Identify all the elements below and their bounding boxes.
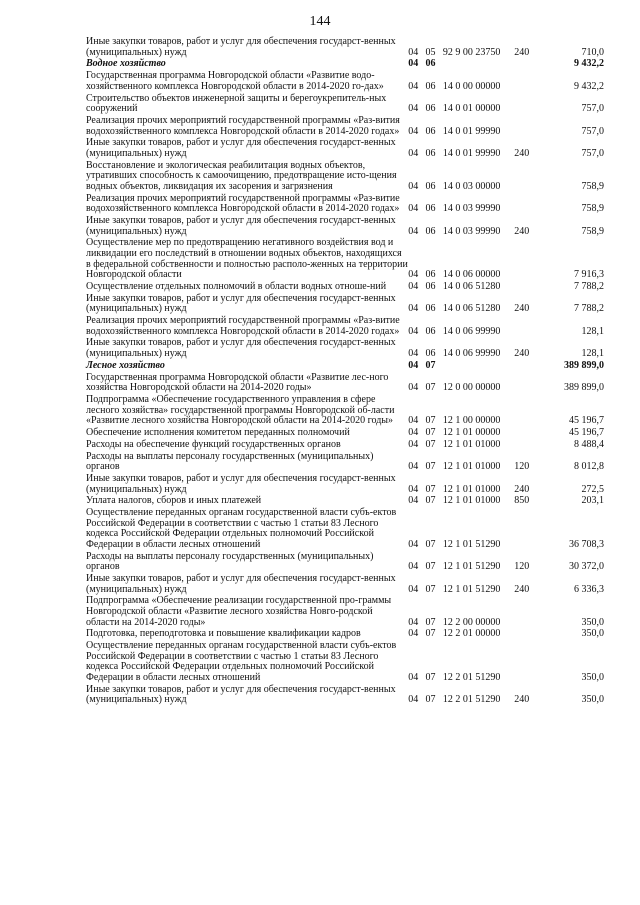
row-subsection-code: 07: [425, 671, 436, 683]
row-target-article: 12 1 01 01000: [442, 495, 501, 507]
row-name: Реализация прочих мероприятий государственной программы «Раз-витие водохозяйственного комплекса Новгородской области в 2014-2020 годах»: [86, 315, 400, 337]
row-target-article: 12 1 01 51290: [442, 561, 501, 573]
row-section-code: 04: [408, 382, 419, 394]
row-subsection-code: 06: [425, 125, 436, 137]
row-section-code: 04: [408, 348, 419, 360]
row-section-code: 04: [408, 125, 419, 137]
row-amount: 8 488,4: [574, 438, 604, 450]
row-expense-type: 120: [514, 561, 530, 573]
row-section-code: 04: [408, 280, 419, 292]
row-subsection-code: 07: [425, 438, 436, 450]
row-section-code: 04: [408, 461, 419, 473]
row-subsection-code: 07: [425, 694, 436, 706]
row-expense-type: 240: [514, 46, 530, 58]
table-row: [86, 238, 604, 282]
row-target-article: 92 9 00 23750: [442, 46, 501, 58]
row-section-code: 04: [408, 303, 419, 315]
row-amount: 128,1: [581, 348, 604, 360]
table-row: [86, 452, 604, 474]
row-name: Иные закупки товаров, работ и услуг для обеспечения государст-венных (муниципальных) нужд: [86, 292, 396, 315]
table-row: [86, 474, 604, 496]
row-expense-type: [514, 194, 541, 216]
row-expense-type: [514, 316, 541, 338]
row-amount: 8 012,8: [574, 461, 604, 473]
row-name: Подготовка, переподготовка и повышение квалификации кадров: [86, 628, 361, 640]
row-name: Водное хозяйство: [86, 58, 166, 70]
row-name: Строительство объектов инженерной защиты и берегоукрепитель-ных сооружений: [86, 92, 387, 115]
row-section-code: 04: [408, 483, 419, 495]
row-section-code: 04: [408, 46, 419, 58]
row-section-code: 04: [408, 103, 419, 115]
row-name: Иные закупки товаров, работ и услуг для обеспечения государст-венных (муниципальных) нужд: [86, 137, 396, 159]
row-target-article: 14 0 06 51280: [442, 303, 501, 315]
row-name: Восстановление и экологическая реабилитация водных объектов, утративших способность к самоочищению, предотвращение исто-щения водных объектов, ликвидация их засорения и загрязнения: [86, 159, 397, 192]
row-name: Расходы на обеспечение функций государственных органов: [86, 438, 341, 450]
row-target-article: 12 1 01 01000: [442, 461, 501, 473]
row-section-code: 04: [408, 694, 419, 706]
row-target-article: 12 1 01 51290: [442, 538, 501, 550]
row-name: Иные закупки товаров, работ и услуг для обеспечения государст-венных (муниципальных) нужд: [86, 472, 396, 495]
table-row: [86, 338, 604, 360]
row-expense-type: [514, 395, 541, 428]
row-name: Государственная программа Новгородской области «Развитие водо-хозяйственного комплекса Новгородской области в 2014-2020 го-дах»: [86, 70, 384, 92]
row-subsection-code: 06: [425, 348, 436, 360]
row-amount: 9 432,2: [574, 80, 604, 92]
row-amount: 45 196,7: [569, 426, 604, 438]
row-section-code: 04: [408, 426, 419, 438]
row-target-article: 14 0 06 00000: [442, 269, 501, 281]
row-amount: 36 708,3: [569, 538, 604, 550]
row-subsection-code: 07: [425, 382, 436, 394]
row-subsection-code: 07: [425, 483, 436, 495]
row-section-code: 04: [408, 80, 419, 92]
table-row: [86, 94, 604, 116]
row-expense-type: 240: [514, 694, 530, 706]
row-expense-type: [514, 94, 541, 116]
row-name: Уплата налогов, сборов и иных платежей: [86, 495, 262, 507]
row-expense-type: [514, 59, 541, 71]
row-expense-type: [514, 373, 541, 395]
row-expense-type: 240: [514, 483, 530, 495]
row-amount: 128,1: [581, 325, 604, 337]
row-amount: 389 899,0: [564, 359, 604, 371]
row-target-article: 14 0 03 99990: [442, 225, 501, 237]
row-subsection-code: 07: [425, 495, 436, 507]
table-row: [86, 373, 604, 395]
row-name: Подпрограмма «Обеспечение государственного управления в сфере лесного хозяйства» государственной программы Новгородской об-ласти «Развитие лесного хозяйства Новгородской области на 2014-2020 годы»: [86, 394, 395, 427]
row-expense-type: [514, 428, 541, 440]
row-expense-type: [514, 596, 541, 629]
row-amount: 7 916,3: [574, 269, 604, 281]
row-subsection-code: 06: [425, 225, 436, 237]
row-amount: 350,0: [581, 671, 604, 683]
table-row: [86, 641, 604, 685]
row-name: Иные закупки товаров, работ и услуг для обеспечения государст-венных (муниципальных) нужд: [86, 683, 396, 706]
row-name: Иные закупки товаров, работ и услуг для обеспечения государст-венных (муниципальных) нужд: [86, 573, 396, 595]
row-amount: 6 336,3: [574, 583, 604, 595]
row-amount: 350,0: [581, 694, 604, 706]
row-target-article: 14 0 01 99990: [442, 125, 501, 137]
row-section-code: 04: [408, 325, 419, 337]
row-section-code: 04: [408, 538, 419, 550]
row-section-code: 04: [408, 147, 419, 159]
row-section-code: 04: [408, 415, 419, 427]
row-name: Осуществление мер по предотвращению негативного воздействия вод и ликвидации его последствий в отношении водных объектов, находящихся в федеральной собственности и полностью располо-женных на территории Новгородской области: [86, 237, 408, 281]
row-target-article: [443, 361, 514, 373]
row-target-article: 12 2 01 00000: [442, 628, 501, 640]
row-subsection-code: 07: [425, 426, 436, 438]
row-expense-type: 240: [514, 583, 530, 595]
row-amount: 45 196,7: [569, 415, 604, 427]
row-expense-type: [514, 508, 541, 552]
table-row: [86, 71, 604, 93]
budget-table: [86, 37, 604, 707]
row-section-code: 04: [408, 583, 419, 595]
section-row: [86, 361, 604, 373]
row-expense-type: 120: [514, 461, 530, 473]
row-amount: 710,0: [581, 46, 604, 58]
row-section-code: 04: [408, 561, 419, 573]
row-target-article: 12 2 01 51290: [442, 671, 501, 683]
row-expense-type: [514, 629, 541, 641]
row-name: Осуществление отдельных полномочий в области водных отноше-ний: [86, 280, 387, 292]
row-subsection-code: 07: [425, 561, 436, 573]
row-section-code: 04: [408, 58, 419, 70]
row-amount: 7 788,2: [574, 303, 604, 315]
row-name: Расходы на выплаты персоналу государственных (муниципальных) органов: [86, 450, 374, 473]
row-subsection-code: 07: [425, 628, 436, 640]
row-target-article: 12 1 01 01000: [442, 483, 501, 495]
row-subsection-code: 07: [425, 359, 436, 371]
row-subsection-code: 07: [425, 583, 436, 595]
table-row: [86, 574, 604, 596]
row-subsection-code: 06: [425, 58, 436, 70]
table-row: [86, 395, 604, 428]
row-target-article: 12 2 01 51290: [442, 694, 501, 706]
row-subsection-code: 06: [425, 103, 436, 115]
row-name: Осуществление переданных органам государственной власти субъ-ектов Российской Федерации в соответствии с частью 1 статьи 83 Лесного кодекса Российской Федерации отдельных полномочий Российской Федерации в области лесных отношений: [86, 507, 397, 550]
row-subsection-code: 07: [425, 415, 436, 427]
row-subsection-code: 06: [425, 280, 436, 292]
row-name: Обеспечение исполнения комитетом переданных полномочий: [86, 426, 350, 438]
row-expense-type: [514, 361, 541, 373]
row-section-code: 04: [408, 628, 419, 640]
row-target-article: 14 0 01 00000: [442, 103, 501, 115]
row-target-article: 14 0 03 99990: [442, 203, 501, 215]
row-amount: 758,9: [581, 203, 604, 215]
row-amount: 758,9: [581, 225, 604, 237]
row-expense-type: 240: [514, 303, 530, 315]
table-row: [86, 316, 604, 338]
row-subsection-code: 07: [425, 538, 436, 550]
row-subsection-code: 06: [425, 303, 436, 315]
table-row: [86, 428, 604, 440]
row-name: Иные закупки товаров, работ и услуг для обеспечения государст-венных (муниципальных) нужд: [86, 36, 396, 58]
table-row: [86, 440, 604, 452]
table-row: [86, 216, 604, 238]
table-row: [86, 596, 604, 629]
row-amount: 389 899,0: [564, 382, 604, 394]
table-row: [86, 294, 604, 316]
row-subsection-code: 05: [425, 46, 436, 58]
row-name: Государственная программа Новгородской области «Развитие лес-ного хозяйства Новгородской области на 2014-2020 годы»: [86, 371, 389, 394]
table-row: [86, 161, 604, 194]
row-section-code: 04: [408, 616, 419, 628]
row-expense-type: 240: [514, 225, 530, 237]
row-amount: 757,0: [581, 125, 604, 137]
row-target-article: 12 2 00 00000: [442, 616, 501, 628]
row-target-article: 12 0 00 00000: [442, 382, 501, 394]
row-subsection-code: 06: [425, 325, 436, 337]
table-row: [86, 116, 604, 138]
row-target-article: 12 1 00 00000: [442, 415, 501, 427]
table-row: [86, 282, 604, 294]
row-expense-type: 850: [514, 495, 530, 507]
row-name: Подпрограмма «Обеспечение реализации государственной про-граммы Новгородской области «Развитие лесного хозяйства Новго-родской области на 2014-2020 годы»: [86, 595, 392, 628]
row-name: Расходы на выплаты персоналу государственных (муниципальных) органов: [86, 550, 374, 573]
row-expense-type: [514, 161, 541, 194]
row-amount: 757,0: [581, 103, 604, 115]
row-expense-type: [514, 440, 541, 452]
row-target-article: 14 0 01 99990: [442, 147, 501, 159]
row-expense-type: [514, 71, 541, 93]
row-expense-type: [514, 641, 541, 685]
row-name: Реализация прочих мероприятий государственной программы «Раз-витие водохозяйственного комплекса Новгородской области в 2014-2020 годах»: [86, 192, 400, 215]
row-target-article: 12 1 01 01000: [442, 438, 501, 450]
row-expense-type: [514, 116, 541, 138]
row-target-article: 12 1 01 00000: [442, 426, 501, 438]
row-subsection-code: 06: [425, 180, 436, 192]
row-section-code: 04: [408, 495, 419, 507]
row-section-code: 04: [408, 203, 419, 215]
row-expense-type: 240: [514, 147, 530, 159]
row-name: Иные закупки товаров, работ и услуг для обеспечения государст-венных (муниципальных) нужд: [86, 215, 396, 237]
budget-table-body: [86, 37, 604, 707]
row-subsection-code: 06: [425, 147, 436, 159]
table-row: [86, 37, 604, 59]
row-section-code: 04: [408, 671, 419, 683]
row-amount: 272,5: [581, 483, 604, 495]
row-amount: 757,0: [581, 147, 604, 159]
row-amount: 7 788,2: [574, 280, 604, 292]
page-number: 144: [309, 14, 331, 29]
row-target-article: [443, 59, 514, 71]
row-amount: 203,1: [581, 495, 604, 507]
row-amount: 30 372,0: [569, 561, 604, 573]
row-expense-type: 240: [514, 348, 530, 360]
row-section-code: 04: [408, 180, 419, 192]
row-subsection-code: 06: [425, 80, 436, 92]
row-amount: 9 432,2: [574, 58, 604, 70]
row-expense-type: [514, 282, 541, 294]
row-amount: 350,0: [581, 628, 604, 640]
table-row: [86, 552, 604, 574]
table-row: [86, 508, 604, 552]
row-section-code: 04: [408, 269, 419, 281]
row-subsection-code: 06: [425, 269, 436, 281]
row-amount: 758,9: [581, 180, 604, 192]
row-target-article: 14 0 06 99990: [442, 348, 501, 360]
row-target-article: 14 0 03 00000: [442, 180, 501, 192]
row-name: Реализация прочих мероприятий государственной программы «Раз-вития водохозяйственного комплекса Новгородской области в 2014-2020 годах»: [86, 114, 400, 137]
row-amount: 350,0: [581, 616, 604, 628]
row-name: Осуществление переданных органам государственной власти субъ-ектов Российской Федерации в соответствии с частью 1 статьи 83 Лесного кодекса Российской Федерации отдельных полномочий Российской Федерации в области лесных отношений: [86, 640, 397, 683]
row-name: Лесное хозяйство: [86, 359, 165, 371]
row-expense-type: [514, 238, 541, 282]
row-section-code: 04: [408, 225, 419, 237]
row-subsection-code: 06: [425, 203, 436, 215]
row-target-article: 12 1 01 51290: [442, 583, 501, 595]
row-subsection-code: 07: [425, 461, 436, 473]
table-row: [86, 194, 604, 216]
row-name: Иные закупки товаров, работ и услуг для обеспечения государст-венных (муниципальных) нужд: [86, 337, 396, 360]
row-target-article: 14 0 06 51280: [442, 280, 501, 292]
row-section-code: 04: [408, 359, 419, 371]
row-target-article: 14 0 06 99990: [442, 325, 501, 337]
row-target-article: 14 0 00 00000: [442, 80, 501, 92]
table-row: [86, 685, 604, 707]
row-section-code: 04: [408, 438, 419, 450]
table-row: [86, 138, 604, 160]
row-subsection-code: 07: [425, 616, 436, 628]
